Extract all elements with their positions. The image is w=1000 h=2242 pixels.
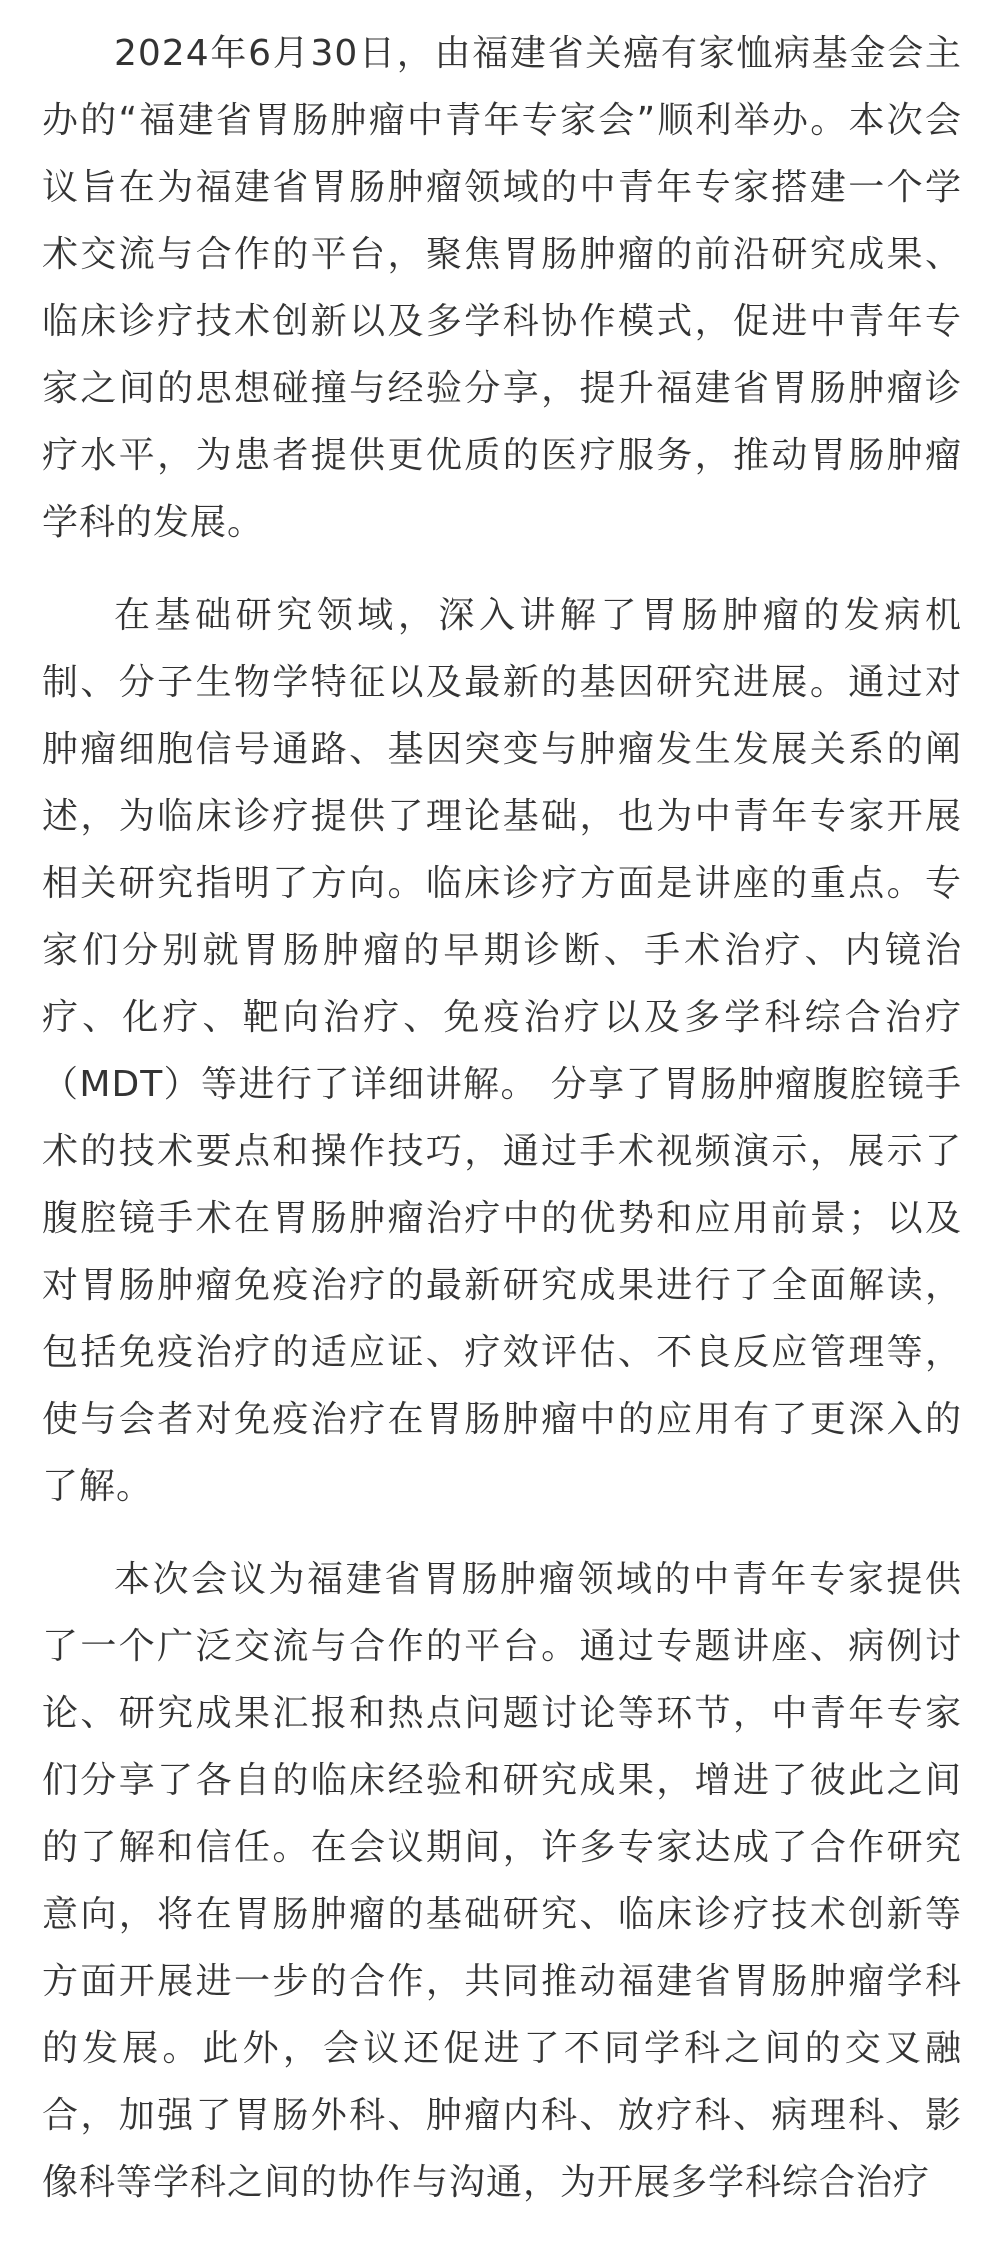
paragraph-intro: 2024年6月30日，由福建省关癌有家恤病基金会主办的“福建省胃肠肿瘤中青年专家会”顺利举办。本次会议旨在为福建省胃肠肿瘤领域的中青年专家搭建一个学术交流与合作的平台，聚焦胃肠肿瘤的前沿研究成果、临床诊疗技术创新以及多学科协作模式，促进中青年专家之间的思想碰撞与经验分享，提升福建省胃肠肿瘤诊疗水平，为患者提供更优质的医疗服务，推动胃肠肿瘤学科的发展。 bbox=[42, 33, 962, 543]
paragraph-outcomes: 本次会议为福建省胃肠肿瘤领域的中青年专家提供了一个广泛交流与合作的平台。通过专题讲座、病例讨论、研究成果汇报和热点问题讨论等环节，中青年专家们分享了各自的临床经验和研究成果，增进了彼此之间的了解和信任。在会议期间，许多专家达成了合作研究意向，将在胃肠肿瘤的基础研究、临床诊疗技术创新等方面开展进一步的合作，共同推动福建省胃肠肿瘤学科的发展。此外，会议还促进了不同学科之间的交叉融合，加强了胃肠外科、肿瘤内科、放疗科、病理科、影像科等学科之间的协作与沟通，为开展多学科综合治疗 bbox=[42, 1559, 962, 2203]
paragraph-research: 在基础研究领域，深入讲解了胃肠肿瘤的发病机制、分子生物学特征以及最新的基因研究进展。通过对肿瘤细胞信号通路、基因突变与肿瘤发生发展关系的阐述，为临床诊疗提供了理论基础，也为中青年专家开展相关研究指明了方向。临床诊疗方面是讲座的重点。专家们分别就胃肠肿瘤的早期诊断、手术治疗、内镜治疗、化疗、靶向治疗、免疫治疗以及多学科综合治疗（MDT）等进行了详细讲解。 分享了胃肠肿瘤腹腔镜手术的技术要点和操作技巧，通过手术视频演示，展示了腹腔镜手术在胃肠肿瘤治疗中的优势和应用前景；以及对胃肠肿瘤免疫治疗的最新研究成果进行了全面解读，包括免疫治疗的适应证、疗效评估、不良反应管理等，使与会者对免疫治疗在胃肠肿瘤中的应用有了更深入的了解。 bbox=[42, 595, 962, 1507]
article-body bbox=[42, 20, 962, 2242]
